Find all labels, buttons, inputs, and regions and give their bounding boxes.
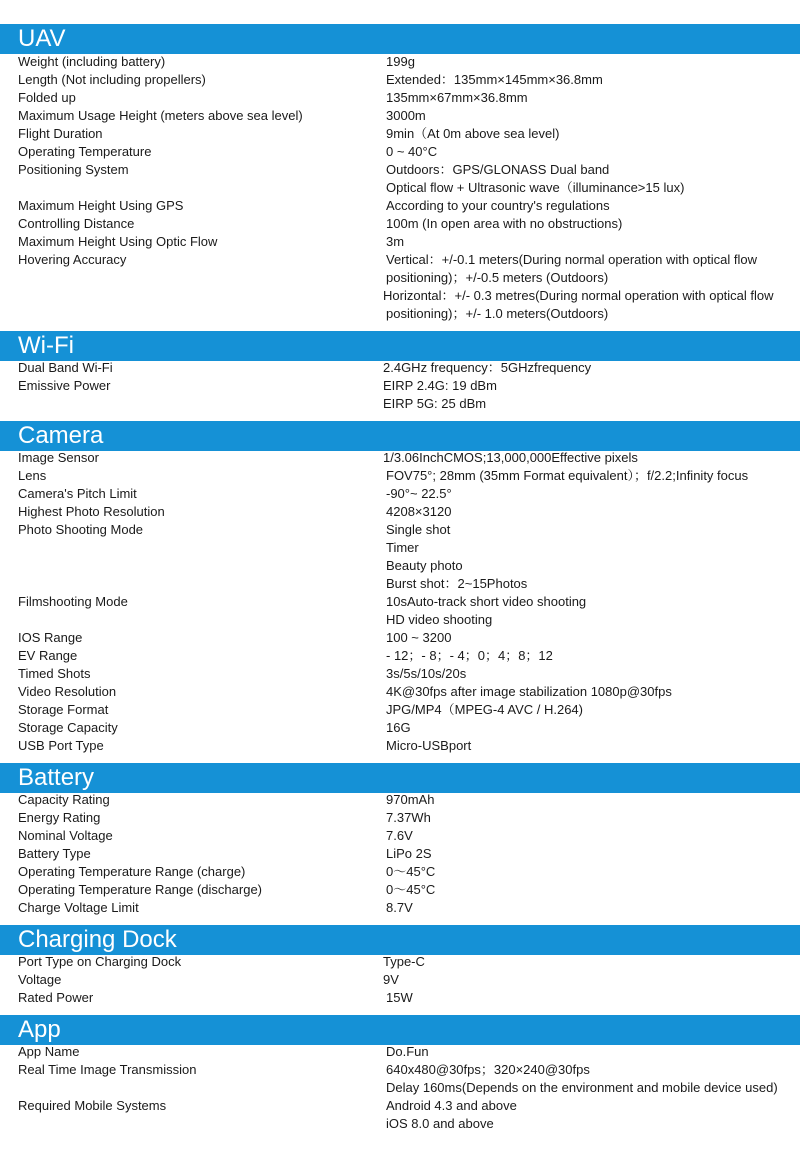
spec-value: Vertical：+/-0.1 meters(During normal operation with optical flow [386,252,758,267]
spec-row [0,377,800,395]
section-header-charging-dock: Charging Dock [0,925,800,955]
spec-row [0,503,800,521]
spec-row [0,143,800,161]
spec-label: Video Resolution [18,684,117,699]
spec-value: Micro-USBport [386,738,472,753]
spec-row [0,899,800,917]
section-header-app: App [0,1015,800,1045]
spec-value: 7.37Wh [386,810,431,825]
spec-value: -90°~ 22.5° [386,486,452,501]
spec-value: Type-C [383,954,425,969]
spec-label: Battery Type [18,846,91,861]
spec-row [0,359,800,377]
spec-label: Real Time Image Transmission [18,1062,197,1077]
spec-label: Operating Temperature Range (discharge) [18,882,263,897]
spec-value: 16G [386,720,411,735]
spec-row [0,809,800,827]
spec-value: 9min（At 0m above sea level) [386,126,560,141]
spec-value: Burst shot：2~15Photos [386,576,528,591]
spec-row [0,683,800,701]
spec-row [0,449,800,467]
section-header-uav: UAV [0,24,800,54]
spec-row [0,197,800,215]
spec-row [0,611,800,629]
spec-value: 0～45°C [386,882,436,897]
spec-row [0,557,800,575]
spec-value: iOS 8.0 and above [386,1116,494,1131]
spec-value: Single shot [386,522,451,537]
spec-row [0,629,800,647]
spec-value: 3m [386,234,405,249]
spec-row [0,701,800,719]
spec-label: USB Port Type [18,738,104,753]
spec-row [0,215,800,233]
spec-value: Beauty photo [386,558,463,573]
spec-label: Controlling Distance [18,216,135,231]
spec-row [0,521,800,539]
spec-label: Image Sensor [18,450,99,465]
spec-label: Operating Temperature Range (charge) [18,864,246,879]
spec-row [0,467,800,485]
section-header-camera: Camera [0,421,800,451]
spec-row [0,575,800,593]
spec-value: FOV75°; 28mm (35mm Format equivalent）；f/2.2;Infinity focus [386,468,749,483]
spec-label: Charge Voltage Limit [18,900,139,915]
spec-label: Capacity Rating [18,792,110,807]
spec-row [0,287,800,305]
spec-row [0,971,800,989]
spec-value: 199g [386,54,415,69]
spec-row [0,89,800,107]
spec-value: 100m (In open area with no obstructions) [386,216,623,231]
spec-value: 3s/5s/10s/20s [386,666,467,681]
spec-row [0,1079,800,1097]
spec-value: 1/3.06InchCMOS;13,000,000Effective pixels [383,450,638,465]
spec-value: 4K@30fps after image stabilization 1080p@30fps [386,684,672,699]
spec-label: Timed Shots [18,666,91,681]
spec-value: Delay 160ms(Depends on the environment and mobile device used) [386,1080,778,1095]
spec-label: Dual Band Wi-Fi [18,360,113,375]
spec-row [0,251,800,269]
spec-row [0,719,800,737]
spec-value: Android 4.3 and above [386,1098,517,1113]
spec-value: positioning)；+/-0.5 meters (Outdoors) [386,270,609,285]
spec-row [0,647,800,665]
spec-label: Maximum Height Using Optic Flow [18,234,218,249]
spec-value: LiPo 2S [386,846,432,861]
spec-row [0,305,800,323]
spec-label: Length (Not including propellers) [18,72,206,87]
spec-label: Storage Format [18,702,109,717]
spec-row [0,953,800,971]
spec-label: Rated Power [18,990,94,1005]
spec-label: Storage Capacity [18,720,118,735]
spec-row [0,593,800,611]
spec-label: Highest Photo Resolution [18,504,165,519]
spec-row [0,1097,800,1115]
spec-value: EIRP 5G: 25 dBm [383,396,487,411]
spec-label: Required Mobile Systems [18,1098,167,1113]
spec-row [0,863,800,881]
spec-row [0,1043,800,1061]
spec-value: 0 ~ 40°C [386,144,438,159]
spec-label: Port Type on Charging Dock [18,954,182,969]
spec-label: Maximum Usage Height (meters above sea level) [18,108,303,123]
spec-row [0,1115,800,1133]
spec-value: Extended：135mm×145mm×36.8mm [386,72,603,87]
spec-label: App Name [18,1044,80,1059]
spec-value: 970mAh [386,792,435,807]
spec-value: 3000m [386,108,426,123]
spec-value: 15W [386,990,413,1005]
section-header-battery: Battery [0,763,800,793]
spec-label: Emissive Power [18,378,111,393]
spec-row [0,539,800,557]
spec-label: Photo Shooting Mode [18,522,144,537]
spec-value: positioning)；+/- 1.0 meters(Outdoors) [386,306,609,321]
spec-row [0,845,800,863]
spec-label: Nominal Voltage [18,828,113,843]
section-header-wi-fi: Wi-Fi [0,331,800,361]
spec-label: Filmshooting Mode [18,594,128,609]
spec-label: Camera's Pitch Limit [18,486,137,501]
spec-value: HD video shooting [386,612,493,627]
spec-label: Hovering Accuracy [18,252,127,267]
spec-row [0,1061,800,1079]
spec-row [0,881,800,899]
spec-label: Operating Temperature [18,144,152,159]
spec-value: 9V [383,972,399,987]
spec-row [0,233,800,251]
spec-value: 4208×3120 [386,504,452,519]
spec-value: 0～45°C [386,864,436,879]
spec-row [0,269,800,287]
spec-value: 640x480@30fps；320×240@30fps [386,1062,590,1077]
spec-value: 7.6V [386,828,413,843]
spec-value: Horizontal：+/- 0.3 metres(During normal operation with optical flow [383,288,774,303]
spec-row [0,179,800,197]
spec-row [0,989,800,1007]
spec-value: JPG/MP4（MPEG-4 AVC / H.264) [386,702,583,717]
spec-row [0,791,800,809]
spec-row [0,107,800,125]
spec-label: Positioning System [18,162,129,177]
spec-row [0,125,800,143]
spec-label: Voltage [18,972,62,987]
spec-value: - 12；- 8；- 4；0；4；8；12 [386,648,553,663]
spec-value: 135mm×67mm×36.8mm [386,90,528,105]
spec-label: Folded up [18,90,76,105]
spec-label: Weight (including battery) [18,54,166,69]
spec-row [0,665,800,683]
spec-value: Timer [386,540,419,555]
spec-label: IOS Range [18,630,83,645]
spec-value: Do.Fun [386,1044,429,1059]
spec-value: 100 ~ 3200 [386,630,452,645]
spec-row [0,71,800,89]
spec-label: Flight Duration [18,126,103,141]
spec-value: 10sAuto-track short video shooting [386,594,587,609]
spec-row [0,827,800,845]
spec-value: Outdoors：GPS/GLONASS Dual band [386,162,610,177]
spec-label: Energy Rating [18,810,101,825]
spec-row [0,161,800,179]
spec-value: According to your country's regulations [386,198,610,213]
spec-label: EV Range [18,648,78,663]
spec-label: Lens [18,468,47,483]
spec-label: Maximum Height Using GPS [18,198,184,213]
spec-row [0,485,800,503]
spec-value: Optical flow + Ultrasonic wave（illuminance>15 lux) [386,180,685,195]
spec-row [0,53,800,71]
spec-value: 8.7V [386,900,413,915]
spec-value: EIRP 2.4G: 19 dBm [383,378,497,393]
spec-row [0,737,800,755]
spec-value: 2.4GHz frequency：5GHzfrequency [383,360,592,375]
spec-row [0,395,800,413]
